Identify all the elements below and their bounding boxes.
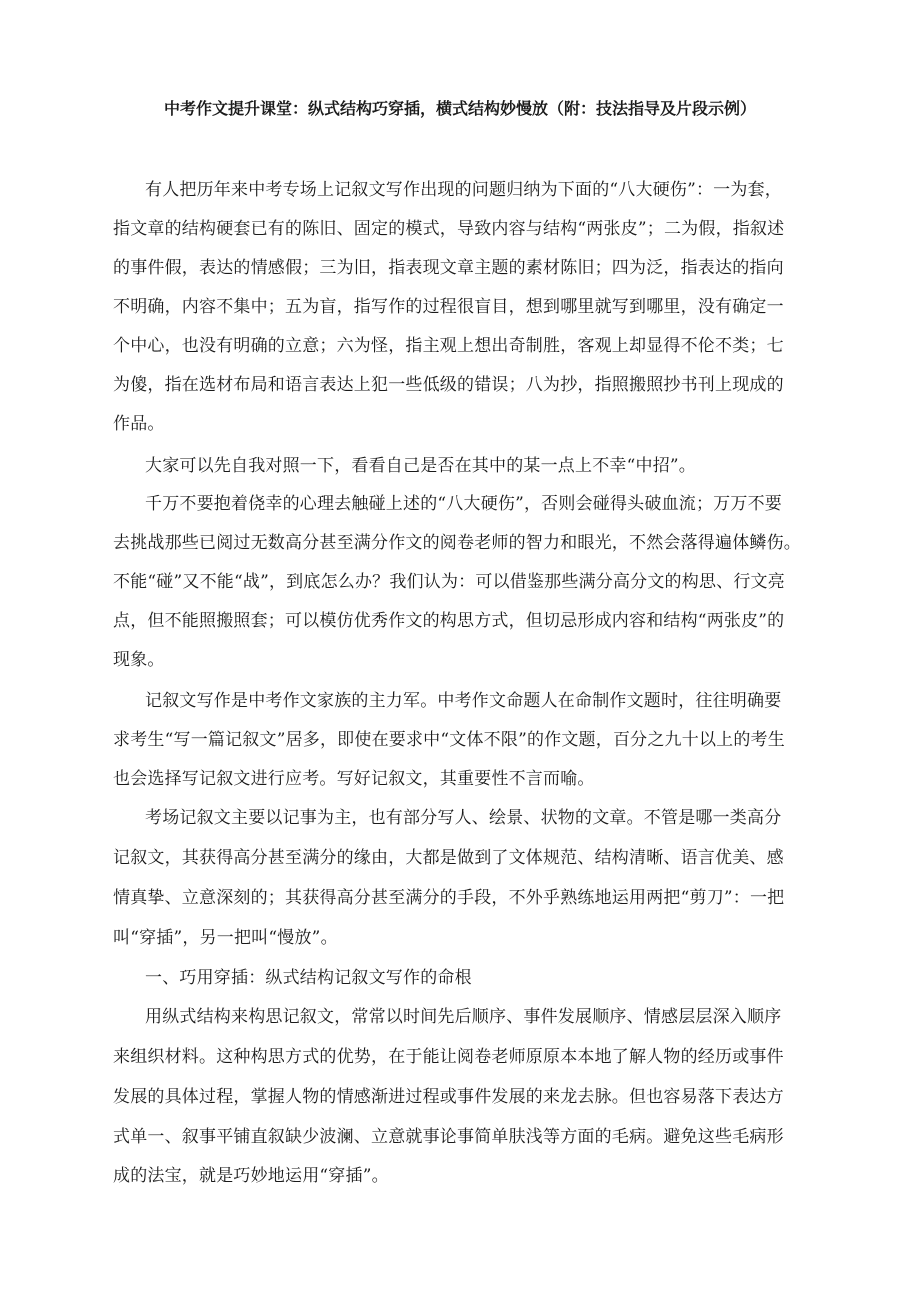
paragraph-line: 发展的具体过程，掌握人物的情感渐进过程或事件发展的来龙去脉。但也容易落下表达方 [113, 1087, 784, 1107]
paragraph-line: 用纵式结构来构思记叙文，常常以时间先后顺序、事件发展顺序、情感层层深入顺序 [145, 1007, 782, 1027]
paragraph-line: 来组织材料。这种构思方式的优势，在于能让阅卷老师原原本本地了解人物的经历或事件 [113, 1047, 784, 1067]
paragraph-line: 有人把历年来中考专场上记叙文写作出现的问题归纳为下面的“八大硬伤”：一为套， [145, 180, 782, 200]
paragraph-line: 叫“穿插”，另一把叫“慢放”。 [113, 928, 338, 948]
paragraph-line: 成的法宝，就是巧妙地运用“穿插”。 [113, 1166, 389, 1186]
paragraph-line: 记叙文，其获得高分甚至满分的缘由，大都是做到了文体规范、结构清晰、语言优美、感 [113, 848, 784, 868]
paragraph-line: 千万不要抱着侥幸的心理去触碰上述的“八大硬伤”，否则会碰得头破血流；万万不要 [145, 494, 782, 514]
paragraph-line: 现象。 [113, 650, 165, 670]
paragraph-line: 个中心，也没有明确的立意；六为怪，指主观上想出奇制胜，客观上却显得不伦不类；七 [113, 336, 784, 356]
paragraph-line: 的事件假，表达的情感假；三为旧，指表现文章主题的素材陈旧；四为泛，指表达的指向 [113, 258, 784, 278]
document-title: 中考作文提升课堂：纵式结构巧穿插，横式结构妙慢放（附：技法指导及片段示例） [163, 99, 756, 118]
paragraph-line: 记叙文写作是中考作文家族的主力军。中考作文命题人在命制作文题时，往往明确要 [145, 691, 782, 711]
paragraph-line: 去挑战那些已阅过无数高分甚至满分作文的阅卷老师的智力和眼光，不然会落得遍体鳞伤。 [113, 533, 801, 553]
paragraph-line: 考场记叙文主要以记事为主，也有部分写人、绘景、状物的文章。不管是哪一类高分 [145, 808, 782, 828]
paragraph-line: 不明确，内容不集中；五为盲，指写作的过程很盲目，想到哪里就写到哪里，没有确定一 [113, 297, 784, 317]
paragraph-line: 作品。 [113, 414, 165, 434]
paragraph-line: 大家可以先自我对照一下，看看自己是否在其中的某一点上不幸“中招”。 [145, 456, 696, 476]
paragraph-line: 点，但不能照搬照套；可以模仿优秀作文的构思方式，但切忌形成内容和结构“两张皮”的 [113, 611, 785, 631]
paragraph-line: 式单一、叙事平铺直叙缺少波澜、立意就事论事简单肤浅等方面的毛病。避免这些毛病形 [113, 1127, 784, 1147]
paragraph-line: 为傻，指在选材布局和语言表达上犯一些低级的错误；八为抄，指照搬照抄书刊上现成的 [113, 375, 784, 395]
paragraph-line: 求考生“写一篇记叙文”居多，即使在要求中“文体不限”的作文题，百分之九十以上的考生 [113, 730, 785, 750]
paragraph-line: 情真挚、立意深刻的；其获得高分甚至满分的手段，不外乎熟练地运用两把“剪刀”：一把 [113, 888, 785, 908]
paragraph-line: 指文章的结构硬套已有的陈旧、固定的模式，导致内容与结构“两张皮”；二为假，指叙述 [113, 219, 785, 239]
paragraph-line: 不能“碰”又不能“战”，到底怎么办？我们认为：可以借鉴那些满分高分文的构思、行文亮 [113, 572, 785, 592]
section-heading: 一、巧用穿插：纵式结构记叙文写作的命根 [145, 968, 472, 988]
paragraph-line: 也会选择写记叙文进行应考。写好记叙文，其重要性不言而喻。 [113, 769, 595, 789]
